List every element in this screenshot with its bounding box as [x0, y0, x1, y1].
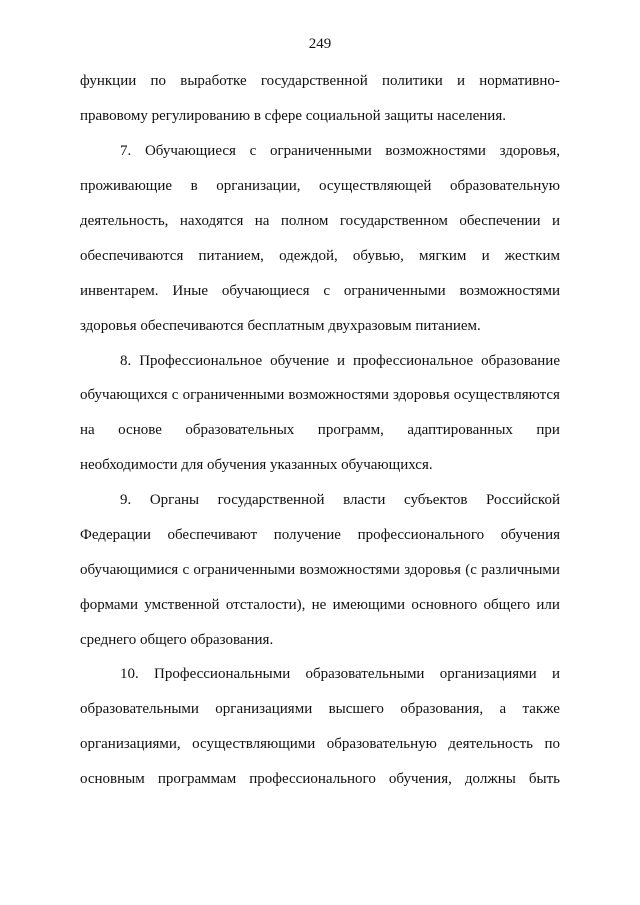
text-line: [80, 70, 560, 92]
word: ограниченными: [182, 387, 285, 403]
word: одеждой,: [279, 248, 338, 264]
word: ограниченными: [270, 143, 372, 159]
word: с: [182, 562, 190, 578]
text-line: [80, 524, 560, 546]
word: основным: [80, 771, 145, 787]
word: обучающихся: [80, 387, 168, 403]
word: государственной: [217, 492, 325, 508]
word: нормативно-: [479, 73, 560, 89]
word: по: [544, 736, 560, 752]
word: здоровья: [393, 387, 450, 403]
word: питанием,: [198, 248, 264, 264]
word: политики: [382, 73, 443, 89]
word: государственном: [339, 213, 448, 229]
word: основного: [411, 597, 478, 613]
word: возможностями: [459, 283, 560, 299]
word: проживающие: [80, 178, 173, 194]
text-line: [80, 245, 560, 267]
word: при: [536, 422, 560, 438]
word: обучения: [500, 527, 560, 543]
word: власти: [343, 492, 386, 508]
word: обучение: [270, 353, 330, 369]
word: функции: [80, 73, 137, 89]
word: с: [171, 387, 179, 403]
word: а: [499, 701, 507, 717]
word: здоровья: [404, 562, 461, 578]
page-number: 249: [308, 36, 332, 52]
text-line: [80, 419, 560, 441]
word: осуществляющими: [192, 736, 316, 752]
word: выработке: [180, 73, 247, 89]
text-line: [120, 489, 560, 511]
word: образовательными: [305, 666, 425, 682]
word: 7.: [120, 143, 132, 159]
text-line: [80, 594, 560, 616]
text-line: [120, 140, 560, 162]
word: ограниченными: [343, 283, 446, 299]
word: обувью,: [352, 248, 404, 264]
word: высшего: [328, 701, 384, 717]
word: адаптированных: [407, 422, 513, 438]
word: субъектов: [404, 492, 468, 508]
text-line: [80, 698, 560, 720]
text-line: [80, 768, 560, 790]
word: (с: [465, 562, 477, 578]
word: обеспечивают: [167, 527, 258, 543]
word: имеющими: [332, 597, 406, 613]
word: общего: [483, 597, 531, 613]
word: и: [551, 666, 560, 682]
text-line: необходимости для обучения указанных обучающихся.: [80, 457, 433, 473]
text-line: [80, 384, 560, 406]
word: и: [337, 353, 346, 369]
word: 9.: [120, 492, 132, 508]
text-line: [80, 210, 560, 232]
word: Органы: [149, 492, 200, 508]
word: обучающимися: [80, 562, 179, 578]
word: полном: [280, 213, 329, 229]
word: и: [481, 248, 490, 264]
word: профессиональное: [353, 353, 474, 369]
word: основе: [118, 422, 162, 438]
word: государственной: [260, 73, 368, 89]
word: инвентарем.: [80, 283, 159, 299]
word: обучающиеся: [221, 283, 310, 299]
text-line: [80, 559, 560, 581]
word: осуществляющей: [319, 178, 432, 194]
word: ограниченными: [193, 562, 296, 578]
word: различными: [481, 562, 560, 578]
text-line: среднего общего образования.: [80, 632, 274, 648]
word: организациями: [439, 666, 537, 682]
word: возможностями: [385, 143, 486, 159]
word: профессионального: [357, 527, 485, 543]
word: образование: [481, 353, 560, 369]
word: организациями,: [80, 736, 181, 752]
word: Профессиональными: [154, 666, 291, 682]
text-line: [120, 350, 560, 372]
word: на: [254, 213, 270, 229]
word: с: [323, 283, 331, 299]
word: также: [522, 701, 560, 717]
word: программ,: [317, 422, 384, 438]
word: 10.: [120, 666, 139, 682]
word: обеспечиваются: [80, 248, 184, 264]
word: образовательную: [326, 736, 437, 752]
word: и: [457, 73, 466, 89]
word: жестким: [504, 248, 560, 264]
word: обучения,: [388, 771, 452, 787]
word: Профессиональное: [139, 353, 263, 369]
word: профессионального: [249, 771, 376, 787]
word: на: [80, 422, 95, 438]
word: отсталости),: [225, 597, 306, 613]
text-line: [80, 280, 560, 302]
word: обеспечении: [459, 213, 541, 229]
word: умственной: [144, 597, 220, 613]
word: образовательных: [185, 422, 295, 438]
word: находятся: [179, 213, 244, 229]
word: деятельность,: [80, 213, 169, 229]
word: 8.: [120, 353, 132, 369]
word: должны: [464, 771, 516, 787]
word: Обучающиеся: [144, 143, 236, 159]
word: не: [311, 597, 327, 613]
word: быть: [528, 771, 560, 787]
word: здоровья,: [499, 143, 560, 159]
word: мягким: [419, 248, 467, 264]
text-line: [80, 733, 560, 755]
word: с: [249, 143, 257, 159]
word: организациями: [215, 701, 313, 717]
word: образования,: [400, 701, 484, 717]
word: в: [190, 178, 198, 194]
word: деятельность: [448, 736, 533, 752]
word: Российской: [486, 492, 560, 508]
word: осуществляются: [453, 387, 560, 403]
word: получение: [273, 527, 341, 543]
word: возможностями: [299, 562, 400, 578]
word: программам: [157, 771, 237, 787]
word: и: [551, 213, 560, 229]
word: формами: [80, 597, 139, 613]
word: образовательную: [449, 178, 560, 194]
text-line: [120, 663, 560, 685]
text-line: правовому регулированию в сфере социальной защиты населения.: [80, 108, 506, 124]
word: возможностями: [288, 387, 389, 403]
word: образовательными: [80, 701, 199, 717]
word: по: [150, 73, 167, 89]
word: организации,: [216, 178, 301, 194]
word: или: [536, 597, 560, 613]
text-line: здоровья обеспечиваются бесплатным двухразовым питанием.: [80, 318, 481, 334]
word: Федерации: [80, 527, 151, 543]
word: Иные: [172, 283, 208, 299]
text-line: [80, 175, 560, 197]
